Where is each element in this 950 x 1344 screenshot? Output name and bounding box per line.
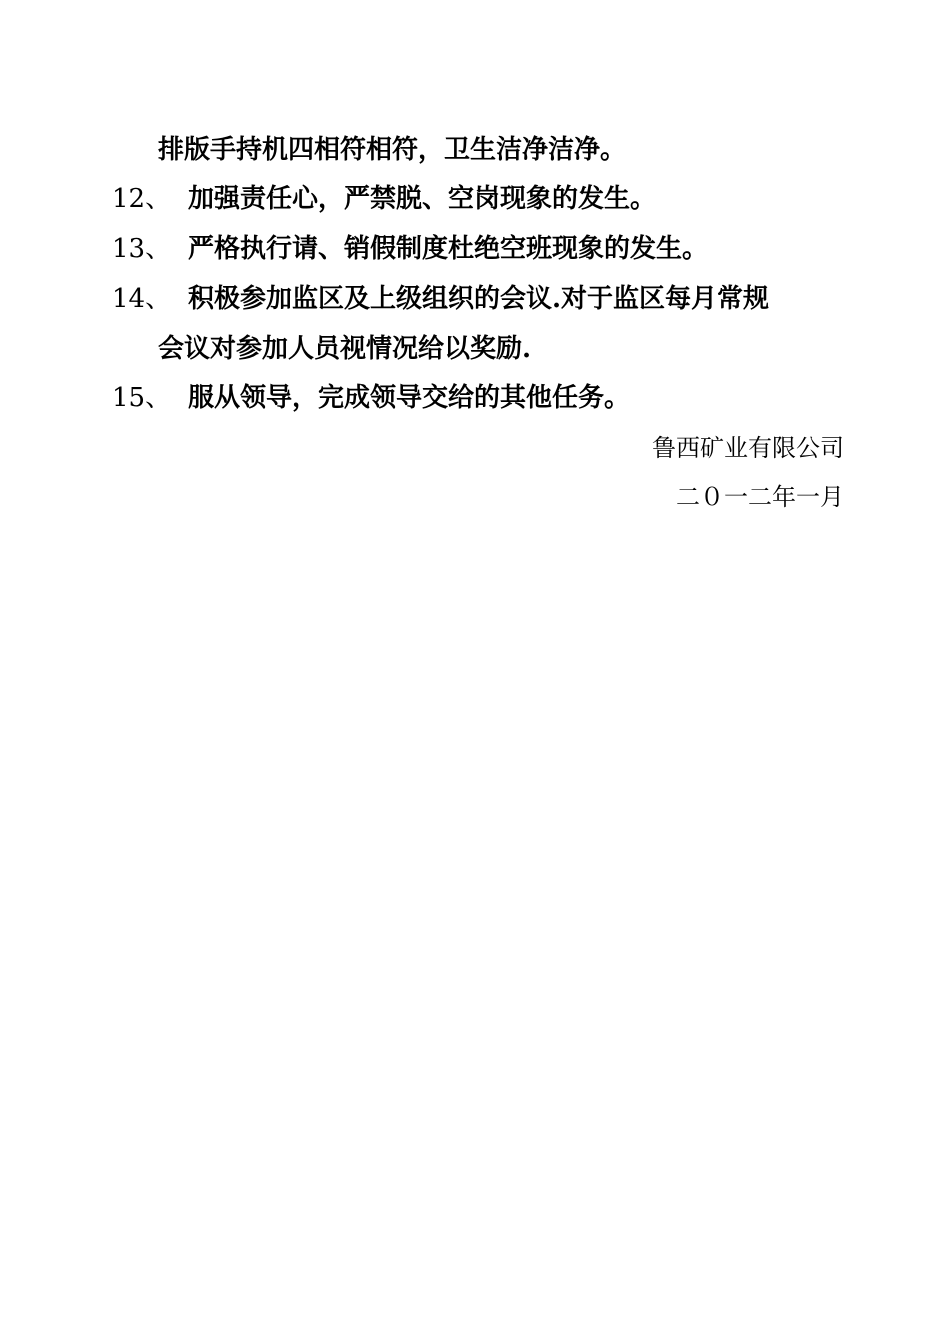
list-item-12 <box>112 183 656 215</box>
list-item-14 <box>112 283 769 315</box>
list-item-14-continuation: 会议对参加人员视情况给以奖励. <box>158 334 532 364</box>
list-item-15 <box>112 382 630 414</box>
item-text: 加强责任心，严禁脱、空岗现象的发生。 <box>188 184 657 214</box>
item-number: 15、 <box>112 383 172 413</box>
item-text: 严格执行请、销假制度杜绝空班现象的发生。 <box>188 234 709 264</box>
signature-organization: 鲁西矿业有限公司 <box>652 434 844 462</box>
continuation-line: 排版手持机四相符相符，卫生洁净洁净。 <box>158 135 627 165</box>
item-number: 13、 <box>112 234 172 264</box>
signature-date: 二０一二年一月 <box>676 483 844 511</box>
list-item-13 <box>112 233 708 265</box>
item-text: 积极参加监区及上级组织的会议.对于监区每月常规 <box>188 284 770 314</box>
item-number: 12、 <box>112 184 172 214</box>
item-text: 服从领导，完成领导交给的其他任务。 <box>188 383 631 413</box>
item-number: 14、 <box>112 284 172 314</box>
